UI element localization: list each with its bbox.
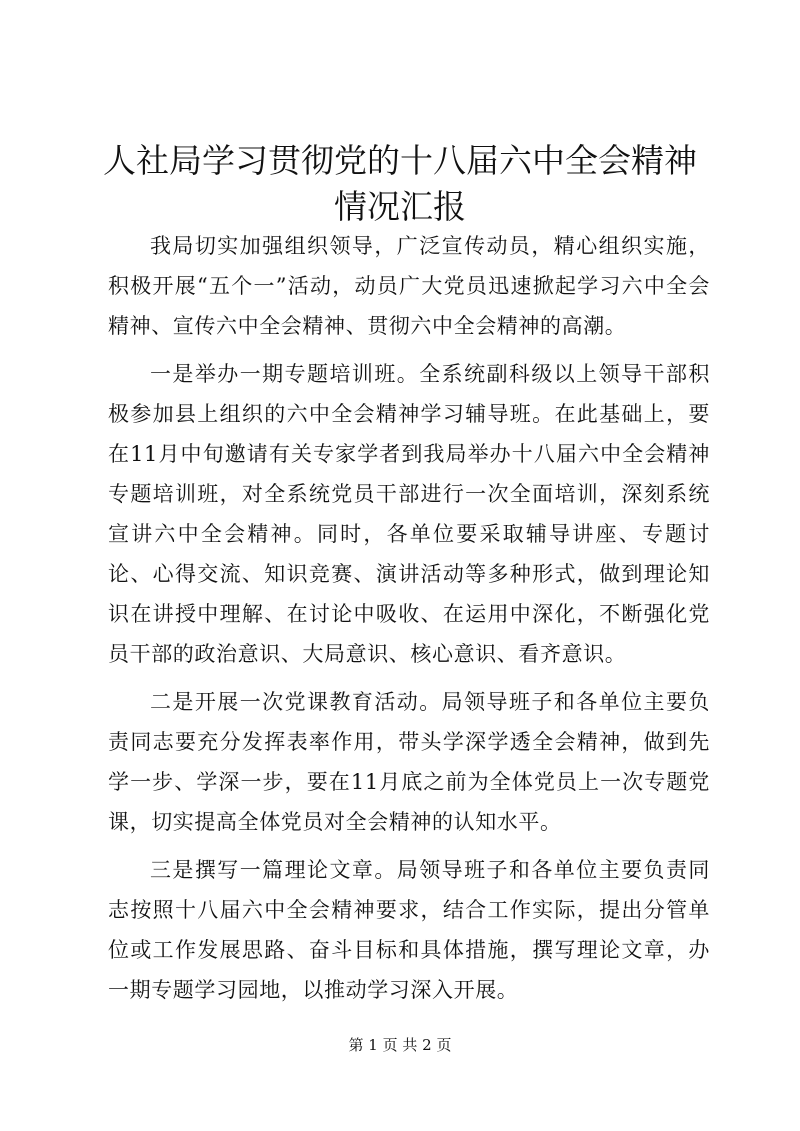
- paragraph-party-lesson: 二是开展一次党课教育活动。局领导班子和各单位主要负责同志要充分发挥表率作用，带头学深学透全会精神，做到先学一步、学深一步，要在11月底之前为全体党员上一次专题党课，切实提高全体党员对全会精神的认知水平。: [108, 690, 710, 834]
- paragraph-intro: 我局切实加强组织领导，广泛宣传动员，精心组织实施，积极开展“五个一”活动，动员广大党员迅速掀起学习六中全会精神、宣传六中全会精神、贯彻六中全会精神的高潮。: [108, 234, 710, 338]
- paragraph-theory-article: 三是撰写一篇理论文章。局领导班子和各单位主要负责同志按照十八届六中全会精神要求，结合工作实际，提出分管单位或工作发展思路、奋斗目标和具体措施，撰写理论文章，办一期专题学习园地，以推动学习深入开展。: [108, 858, 710, 1002]
- paragraph-training: 一是举办一期专题培训班。全系统副科级以上领导干部积极参加县上组织的六中全会精神学习辅导班。在此基础上，要在11月中旬邀请有关专家学者到我局举办十八届六中全会精神专题培训班，对全系统党员干部进行一次全面培训，深刻系统宣讲六中全会精神。同时，各单位要采取辅导讲座、专题讨论、心得交流、知识竞赛、演讲活动等多种形式，做到理论知识在讲授中理解、在讨论中吸收、在运用中深化，不断强化党员干部的政治意识、大局意识、核心意识、看齐意识。: [108, 362, 710, 666]
- document-body: [108, 226, 710, 1018]
- document-title: 人社局学习贯彻党的十八届六中全会精神情况汇报: [103, 141, 697, 226]
- page-number-footer: 第 1 页 共 2 页: [348, 1036, 452, 1054]
